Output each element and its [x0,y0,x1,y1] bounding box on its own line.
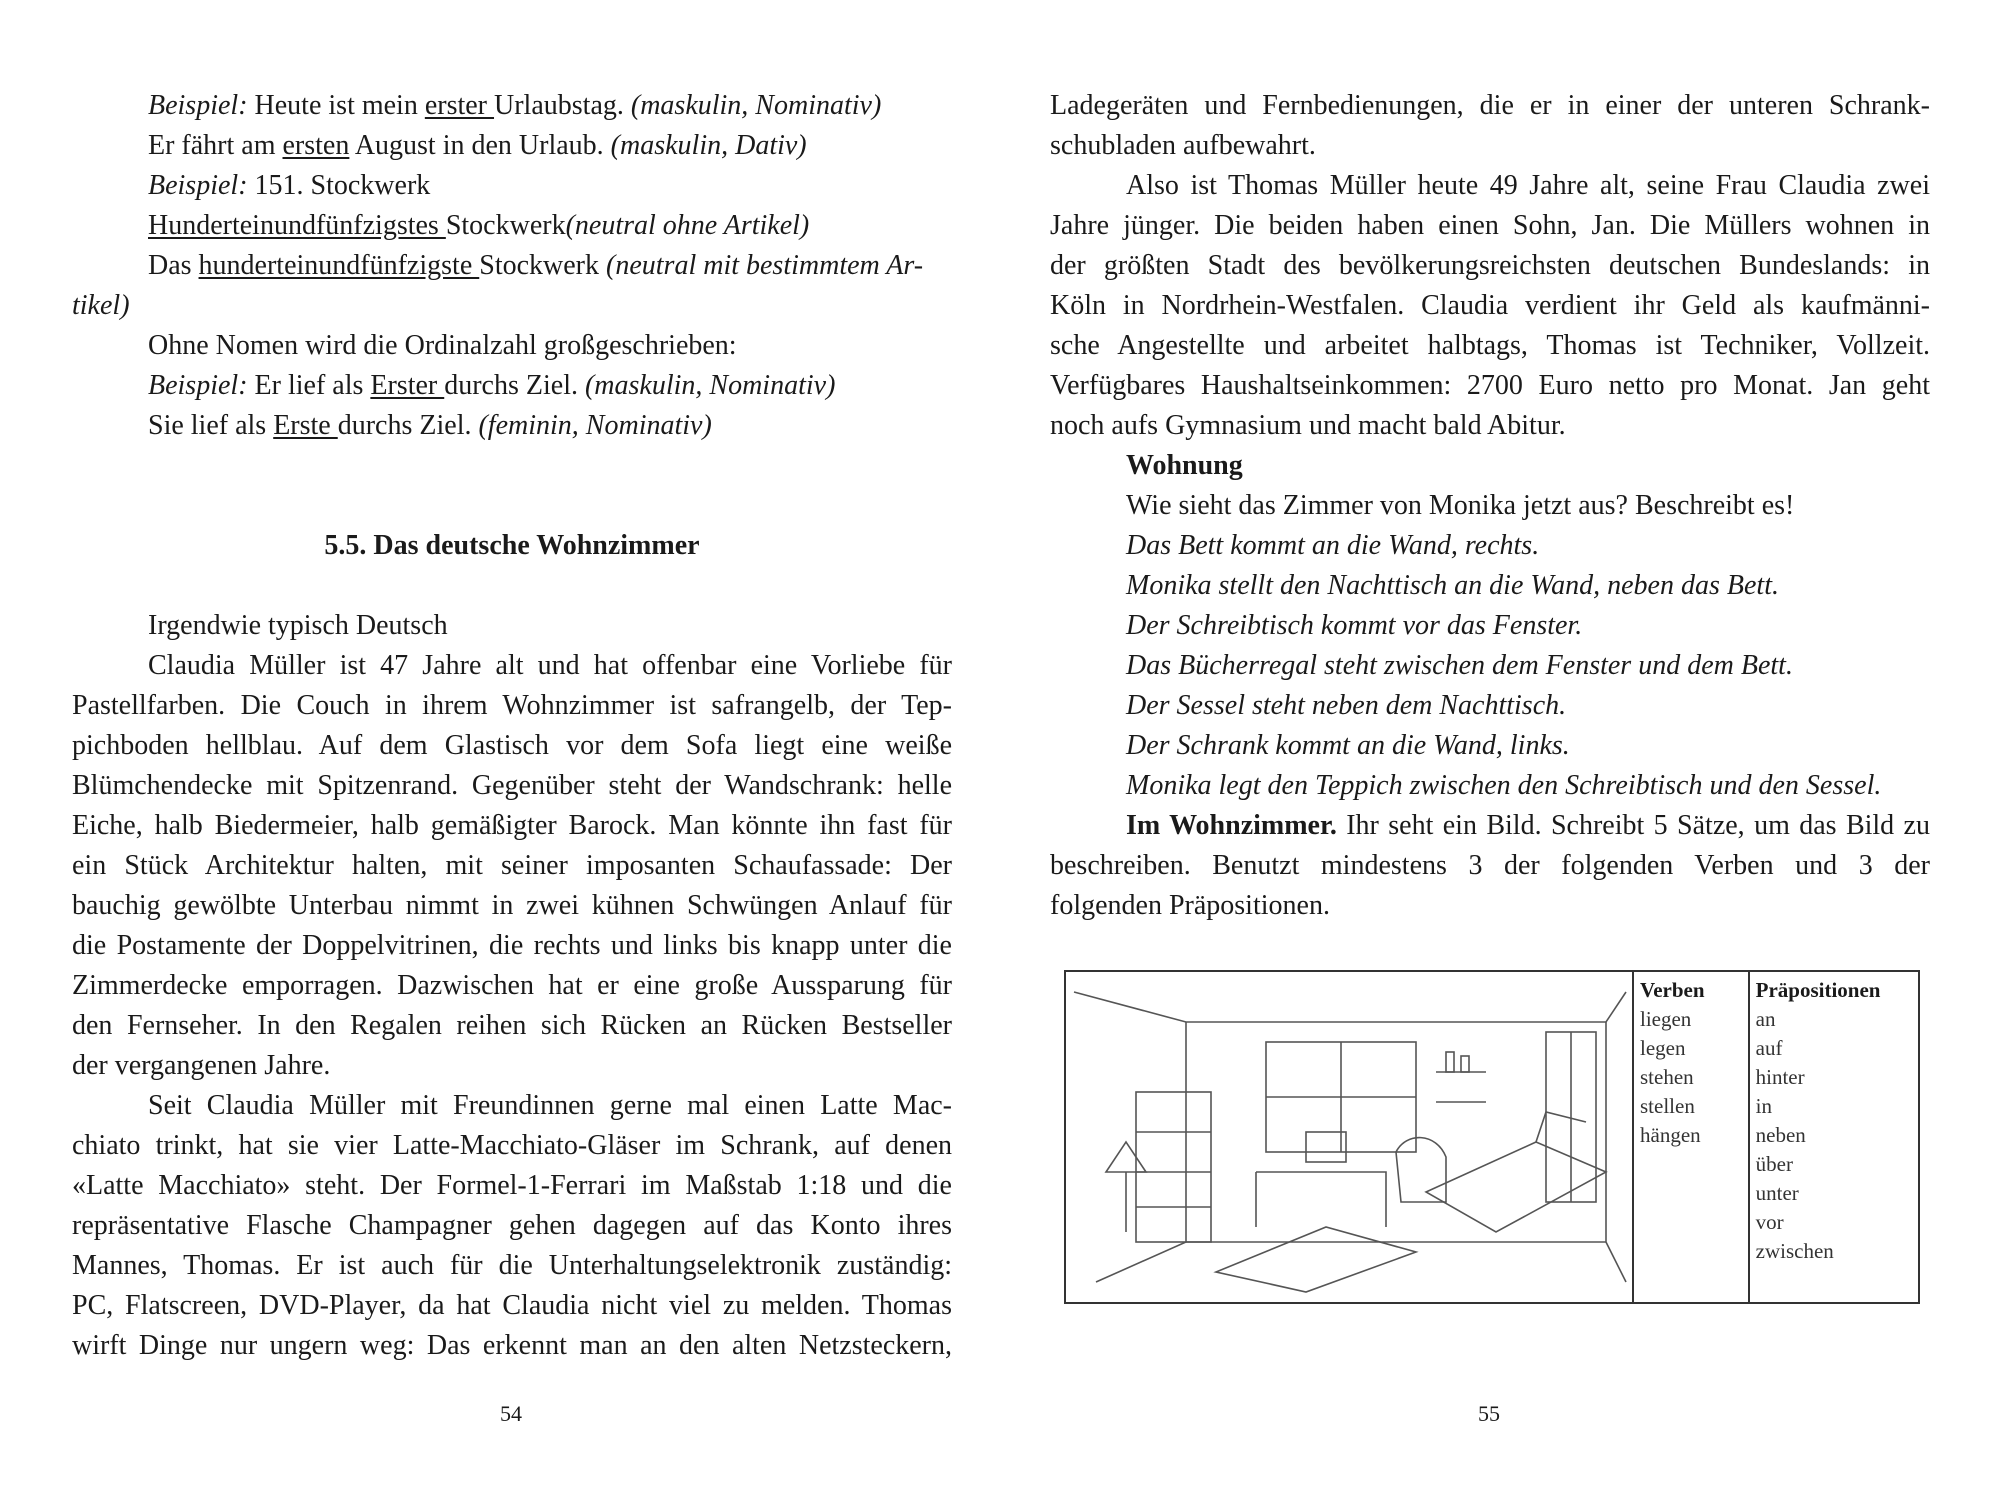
text-line: noch aufs Gymnasium und macht bald Abitur. [1050,410,1566,441]
task-line: folgenden Präpositionen. [1050,890,1330,921]
text-line: Köln in Nordrhein-Westfalen. Claudia verdient ihr Geld als kaufmänni- [1050,290,1930,321]
preposition-item: zwischen [1755,1239,1834,1263]
text-line: Blümchendecke mit Spitzenrand. Gegenüber steht der Wandschrank: helle [72,770,952,801]
text-line: sche Angestellte und arbeitet halbtags, Thomas ist Techniker, Vollzeit. [1050,330,1930,361]
wohnung-heading: Wohnung [1126,450,1243,481]
example-sentence: Der Sessel steht neben dem Nachttisch. [1126,690,1567,721]
verbs-column [1634,972,1750,1302]
text-line: Verfügbares Haushaltseinkommen: 2700 Euro netto pro Monat. Jan geht [1050,370,1930,401]
text-line: der vergangenen Jahre. [72,1050,331,1081]
preposition-item: unter [1755,1181,1799,1205]
page-number-right: 55 [1478,1401,1500,1426]
example-sentence: Monika legt den Teppich zwischen den Schreibtisch und den Sessel. [1126,770,1882,801]
example-line-6: Beispiel: Er lief als Erster durchs Ziel. (maskulin, Nominativ) [148,370,836,401]
example-line-5-cont: tikel) [72,290,130,321]
preposition-item: neben [1755,1123,1806,1147]
room-illustration [1066,972,1634,1302]
text-line: Zimmerdecke emporragen. Dazwischen hat er eine große Aussparung für [72,970,952,1001]
room-sketch-svg [1066,972,1632,1298]
text-line: Claudia Müller ist 47 Jahre alt und hat offenbar eine Vorliebe für [148,650,952,681]
text-line: bauchig gewölbte Unterbau nimmt in zwei kühnen Schwüngen Anlauf für [72,890,952,921]
right-page [1050,86,1930,926]
text-line: chiato trinkt, hat sie vier Latte-Macchiato-Gläser im Schrank, auf denen [72,1130,952,1161]
section-heading: 5.5. Das deutsche Wohnzimmer [324,530,700,561]
text-line: ein Stück Architektur halten, mit seiner imposanten Schaufassade: Der [72,850,952,881]
verbs-header: Verben [1640,978,1705,1002]
verb-item: hängen [1640,1123,1701,1147]
section-subtitle: Irgendwie typisch Deutsch [148,610,448,641]
paragraph-1 [72,646,952,1086]
task-line: Im Wohnzimmer. Ihr seht ein Bild. Schreibt 5 Sätze, um das Bild zu [1126,810,1930,841]
text-line: Seit Claudia Müller mit Freundinnen gerne mal einen Latte Mac- [148,1090,952,1121]
verb-item: stehen [1640,1065,1694,1089]
example-sentence: Das Bücherregal steht zwischen dem Fenster und dem Bett. [1126,650,1793,681]
preposition-item: hinter [1755,1065,1805,1089]
verb-item: liegen [1640,1007,1692,1031]
text-line: Also ist Thomas Müller heute 49 Jahre alt, seine Frau Claudia zwei [1126,170,1930,201]
text-line: schubladen aufbewahrt. [1050,130,1316,161]
example-sentence: Der Schrank kommt an die Wand, links. [1126,730,1570,761]
text-line: Eiche, halb Biedermeier, halb gemäßigter Barock. Man könnte ihn fast für [72,810,952,841]
preposition-item: in [1755,1094,1772,1118]
text-line: repräsentative Flasche Champagner gehen dagegen auf das Konto ihres [72,1210,952,1241]
text-line: wirft Dinge nur ungern weg: Das erkennt man an den alten Netzsteckern, [72,1330,952,1361]
example-sentence: Monika stellt den Nachttisch an die Wand, neben das Bett. [1126,570,1779,601]
paragraph-2 [72,1086,952,1366]
example-line-4: Hunderteinundfünfzigstes Stockwerk(neutral ohne Artikel) [148,210,810,241]
text-line: Mannes, Thomas. Er ist auch für die Unterhaltungselektronik zuständig: [72,1250,952,1281]
text-line: PC, Flatscreen, DVD-Player, da hat Claudia nicht viel zu melden. Thomas [72,1290,952,1321]
text-line: pichboden hellblau. Auf dem Glastisch vor dem Sofa liegt eine weiße [72,730,952,761]
prepositions-header: Präpositionen [1755,978,1881,1002]
left-page [72,86,952,1366]
preposition-item: an [1755,1007,1776,1031]
task-line: beschreiben. Benutzt mindestens 3 der folgenden Verben und 3 der [1050,850,1930,881]
text-line: die Postamente der Doppelvitrinen, die rechts und links bis knapp unter die [72,930,952,961]
example-line-3: Beispiel: 151. Stockwerk [148,170,431,201]
text-line: der größten Stadt des bevölkerungsreichsten deutschen Bundeslands: in [1050,250,1930,281]
page-number-left: 54 [500,1401,522,1426]
question-line: Wie sieht das Zimmer von Monika jetzt aus? Beschreibt es! [1126,490,1795,521]
exercise-figure [1064,970,1920,1304]
preposition-item: über [1755,1152,1793,1176]
text-line: «Latte Macchiato» steht. Der Formel-1-Ferrari im Maßstab 1:18 und die [72,1170,952,1201]
text-line: Jahre jünger. Die beiden haben einen Sohn, Jan. Die Müllers wohnen in [1050,210,1930,241]
example-line-2: Er fährt am ersten August in den Urlaub. (maskulin, Dativ) [148,130,807,161]
example-sentences [1050,526,1930,806]
verb-item: stellen [1640,1094,1695,1118]
paragraph-3 [1050,166,1930,446]
ohne-nomen-rule: Ohne Nomen wird die Ordinalzahl großgeschrieben: [148,330,737,361]
example-line-7: Sie lief als Erste durchs Ziel. (feminin, Nominativ) [148,410,712,441]
text-line: den Fernseher. In den Regalen reihen sich Rücken an Rücken Bestseller [72,1010,952,1041]
example-sentence: Der Schreibtisch kommt vor das Fenster. [1126,610,1583,641]
example-sentence: Das Bett kommt an die Wand, rechts. [1126,530,1540,561]
verb-item: legen [1640,1036,1686,1060]
preposition-item: vor [1755,1210,1784,1234]
text-line: Ladegeräten und Fernbedienungen, die er in einer der unteren Schrank- [1050,90,1930,121]
text-line: Pastellfarben. Die Couch in ihrem Wohnzimmer ist safrangelb, der Tep- [72,690,952,721]
preposition-item: auf [1755,1036,1783,1060]
example-line-1: Beispiel: Heute ist mein erster Urlaubstag. (maskulin, Nominativ) [148,90,882,121]
example-line-5: Das hunderteinundfünfzigste Stockwerk (neutral mit bestimmtem Ar- [148,250,924,281]
prepositions-column [1750,972,1918,1302]
